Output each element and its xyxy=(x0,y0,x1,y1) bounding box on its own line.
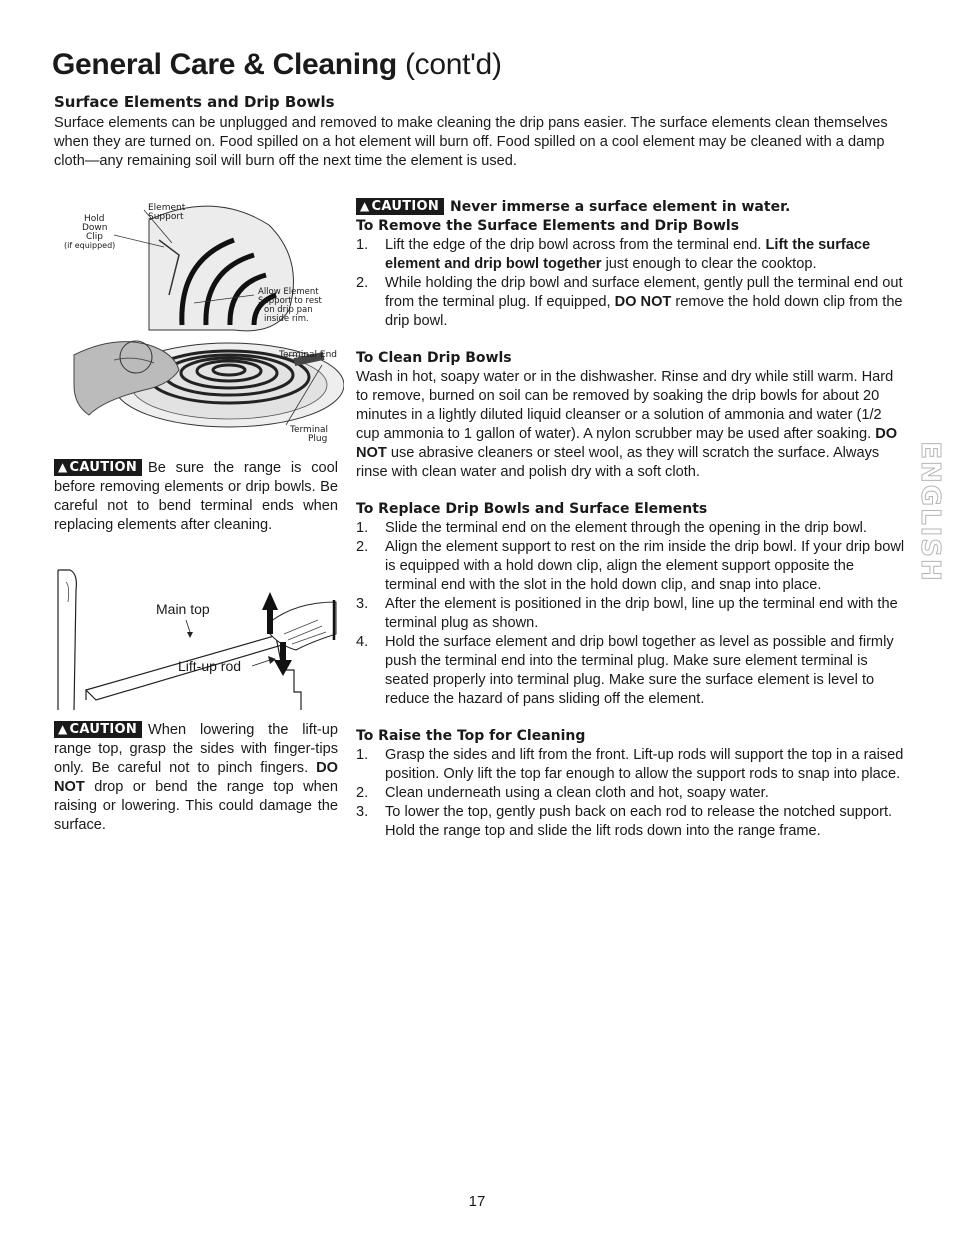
page-title-suffix: (cont'd) xyxy=(404,48,502,81)
clean-text: Wash in hot, soapy water or in the dishwasher. Rinse and dry while still warm. Hard to remove, burned on soil can be removed by soaking the drip bowls for about 20 minutes in a lightly diluted liquid cleanser or a solution of ammonia and water (1/2 cup ammonia to 1 gallon of water). A nylon scrubber may be used after soaking. DO NOT use abrasive cleaners or steel wool, as they will scratch the surface. Always rinse with clean water and polish dry with a soft cloth. xyxy=(356,369,898,480)
label-hold-down-4: (if equipped) xyxy=(64,241,116,250)
raise-steps xyxy=(356,746,908,841)
warning-triangle-icon: ▲ xyxy=(58,722,68,736)
warning-triangle-icon: ▲ xyxy=(360,199,370,213)
caution-immerse-text: Never immerse a surface element in water. xyxy=(450,199,791,215)
list-item: 4. Hold the surface element and drip bowl together as level as possible and firmly push the terminal end into the terminal plug. Make sure element terminal is seated properly into terminal plug. Make sure the surface element is level to reduce the hazard of pans sliding off the element. xyxy=(356,634,894,707)
label-main-top: Main top xyxy=(156,601,210,617)
replace-steps xyxy=(356,519,908,709)
figure-surface-element xyxy=(54,185,344,450)
remove-steps xyxy=(356,236,908,331)
label-element-support-2: Support xyxy=(148,212,184,222)
label-terminal-end: Terminal End xyxy=(279,350,337,360)
caution-note-cool-range xyxy=(54,459,338,535)
page-title xyxy=(52,48,502,82)
list-item: 1. Slide the terminal end on the element through the opening in the drip bowl. xyxy=(356,520,867,536)
caution-badge: ▲ CAUTION xyxy=(356,198,444,215)
caution-text-b: drop or bend the range top when raising or lowering. This could damage the surface. xyxy=(54,779,338,833)
label-allow-2: Support to rest xyxy=(258,296,322,306)
language-side-tab xyxy=(915,441,945,583)
list-item: 2. While holding the drip bowl and surface element, gently pull the terminal end out from the terminal plug. If equipped, DO NOT remove the hold down clip from the drip bowl. xyxy=(356,275,903,329)
caution-text: Be sure the range is cool before removing elements or drip bowls. Be careful not to bend terminal ends when replacing elements after cleaning. xyxy=(54,460,338,533)
caution-immerse xyxy=(356,198,908,217)
page-title-main: General Care & Cleaning xyxy=(52,48,397,81)
list-item: 3. After the element is positioned in the drip bowl, line up the terminal end with the terminal plug as shown. xyxy=(356,596,898,631)
section-intro: Surface elements can be unplugged and removed to make cleaning the drip pans easier. The surface elements clean themselves when they are turned on. Food spilled on a hot element will burn off. Food spilled on a cool element may be cleaned with a damp cloth—any remaining soil will burn off the next time the element is used. xyxy=(54,115,888,169)
label-terminal-plug-2: Plug xyxy=(308,434,328,444)
label-lift-up-rod: Lift-up rod xyxy=(178,658,242,674)
label-hold-down-1: Hold xyxy=(84,214,105,224)
warning-triangle-icon: ▲ xyxy=(58,460,68,474)
caution-badge: ▲ CAUTION xyxy=(54,721,142,738)
label-terminal-plug-1: Terminal xyxy=(290,425,329,435)
heading-raise: To Raise the Top for Cleaning xyxy=(356,728,586,744)
lift-up-top-illustration xyxy=(56,562,341,710)
figure-lift-up-top xyxy=(56,562,341,710)
caution-text-a: When lowering the lift-up range top, grasp the sides with finger-tips only. Be careful not to pinch fingers. xyxy=(54,722,338,776)
section-heading: Surface Elements and Drip Bowls xyxy=(54,93,335,111)
label-hold-down-3: Clip xyxy=(86,232,103,242)
list-item: 2. Align the element support to rest on the rim inside the drip bowl. If your drip bowl is equipped with a hold down clip, align the element support opposite the terminal end with the slot in the hold down clip, and snap into place. xyxy=(356,539,905,593)
list-item: 2. Clean underneath using a clean cloth and hot, soapy water. xyxy=(356,785,769,801)
right-column xyxy=(356,198,908,841)
heading-remove: To Remove the Surface Elements and Drip Bowls xyxy=(356,218,740,234)
label-hold-down-2: Down xyxy=(82,223,108,233)
caution-note-lift-up-top xyxy=(54,721,338,835)
label-allow-4: inside rim. xyxy=(264,314,309,324)
list-item: 1. Grasp the sides and lift from the front. Lift-up rods will support the top in a raised position. Only lift the top far enough to allow the support rods to snap into place. xyxy=(356,747,904,782)
caution-do-not: DO NOT xyxy=(54,760,338,795)
surface-element-illustration xyxy=(54,185,344,450)
list-item: 3. To lower the top, gently push back on each rod to release the notched support. Hold the range top and slide the lift rods down into the range frame. xyxy=(356,804,893,839)
label-allow-1: Allow Element xyxy=(258,287,319,297)
caution-badge: ▲ CAUTION xyxy=(54,459,142,476)
heading-replace: To Replace Drip Bowls and Surface Elements xyxy=(356,501,708,517)
list-item: 1. Lift the edge of the drip bowl across from the terminal end. Lift the surface element and drip bowl together just enough to clear the cooktop. xyxy=(356,237,871,272)
label-element-support-1: Element xyxy=(148,203,186,213)
side-tab-label: ENGLISH xyxy=(915,441,945,583)
page-number: 17 xyxy=(468,1193,486,1210)
label-allow-3: on drip pan xyxy=(264,305,313,315)
heading-clean: To Clean Drip Bowls xyxy=(356,350,512,366)
